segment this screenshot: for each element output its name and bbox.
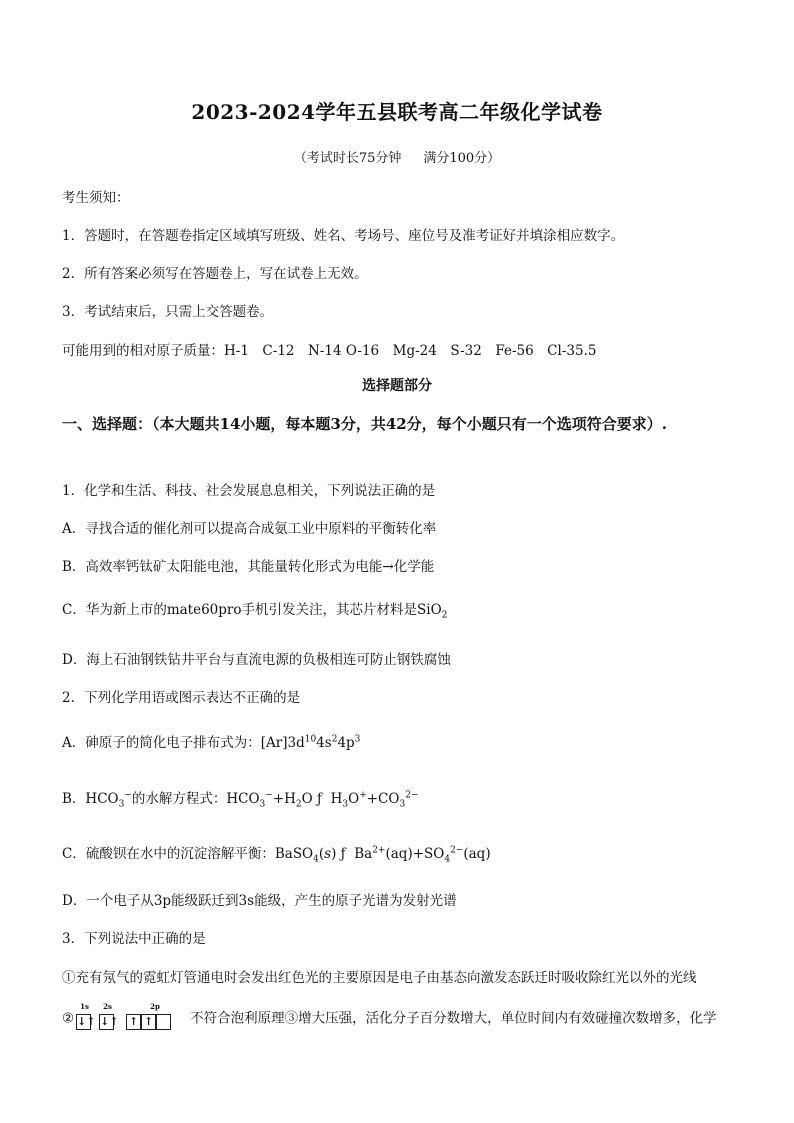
orbital-box-1s: ↓↑ [77, 1015, 96, 1028]
section-instruction: 一、选择题：（本大题共14小题，每本题3分，共42分，每个小题只有一个选项符合要求）. [62, 415, 667, 433]
question-2-option-c [62, 842, 491, 865]
bicarbonate-formula: $HCO_3^-$ [85, 790, 132, 810]
question-1-option-c-text: C．华为新上市的mate60pro手机引发关注，其芯片材料是 [62, 602, 417, 618]
orbital-box-2p-3 [156, 1014, 171, 1030]
question-3-statement-2 [62, 1004, 717, 1034]
question-3-statement-1: ①充有氖气的霓虹灯管通电时会发出红色光的主要原因是电子由基态向激发态跃迁时吸收除红光以外的光线 [62, 970, 697, 986]
question-2-stem: 2．下列化学用语或图示表达不正确的是 [62, 690, 301, 706]
hydrolysis-equation: $HCO_3^-+H_2O$ ƒ $H_3O^++CO_3^{2-}$ [226, 790, 419, 810]
exam-info [0, 147, 794, 166]
notice-item-1: 1．答题时，在答题卷指定区域填写班级、姓名、考场号、座位号及准考证好并填涂相应数字。 [62, 228, 625, 244]
notice-item-3: 3．考试结束后，只需上交答题卷。 [62, 304, 274, 320]
question-2-option-b-mid: 的水解方程式： [131, 791, 227, 807]
orbital-box-2s: ↓↑ [100, 1015, 119, 1028]
atomic-masses: 可能用到的相对原子质量：H-1 C-12 N-14 O-16 Mg-24 S-32 Fe-56 Cl-35.5 [62, 343, 597, 359]
orbital-box-2p-2: ↑ [141, 1014, 156, 1030]
exam-duration: （考试时长75分钟 [293, 151, 402, 166]
dissolution-equilibrium: BaSO$_4$(s) ƒ $Ba^{2+}(aq)+SO_4^{2-}(aq)$ [274, 845, 491, 865]
question-1-option-b: B．高效率钙钛矿太阳能电池，其能量转化形式为电能→化学能 [62, 559, 435, 575]
statement-2-prefix: ② [62, 1010, 75, 1027]
exam-full-score: 满分100分） [423, 151, 501, 166]
orbital-box-2p-1: ↑ [126, 1014, 141, 1030]
question-1-option-d: D．海上石油钢铁钻井平台与直流电源的负极相连可防止钢铁腐蚀 [62, 652, 451, 668]
statement-2-suffix: 不符合泡利原理③增大压强，活化分子百分数增大，单位时间内有效碰撞次数增多，化学 [190, 1010, 717, 1027]
question-1-option-a: A．寻找合适的催化剂可以提高合成氨工业中原料的平衡转化率 [62, 521, 437, 537]
question-3-stem: 3．下列说法中正确的是 [62, 931, 206, 947]
notice-item-2: 2．所有答案必须写在答题卷上，写在试卷上无效。 [62, 266, 368, 282]
orbital-label-2p: 2p [150, 1002, 160, 1011]
question-1-stem: 1．化学和生活、科技、社会发展息息相关，下列说法正确的是 [62, 483, 436, 499]
question-1-option-c [62, 598, 448, 621]
question-2-option-c-text: C．硫酸钡在水中的沉淀溶解平衡： [62, 846, 275, 862]
orbital-diagram-image [76, 1004, 188, 1034]
question-2-option-a-text: A．砷原子的简化电子排布式为： [62, 735, 261, 751]
question-2-option-b [62, 787, 419, 810]
orbital-label-1s: 1s [80, 1002, 89, 1011]
section-title: 选择题部分 [362, 378, 432, 394]
orbital-label-2s: 2s [103, 1002, 112, 1011]
notice-heading: 考生须知： [62, 190, 130, 206]
question-2-option-d: D．一个电子从3p能级跃迁到3s能级，产生的原子光谱为发射光谱 [62, 893, 457, 909]
page-title: 2023-2024学年五县联考高二年级化学试卷 [191, 100, 603, 124]
electron-configuration: $[Ar]3d^{10}4s^24p^3$ [260, 734, 361, 751]
question-2-option-a [62, 731, 360, 751]
sio2-formula: SiO$_2$ [417, 602, 448, 621]
question-2-option-b-prefix: B． [62, 791, 86, 807]
